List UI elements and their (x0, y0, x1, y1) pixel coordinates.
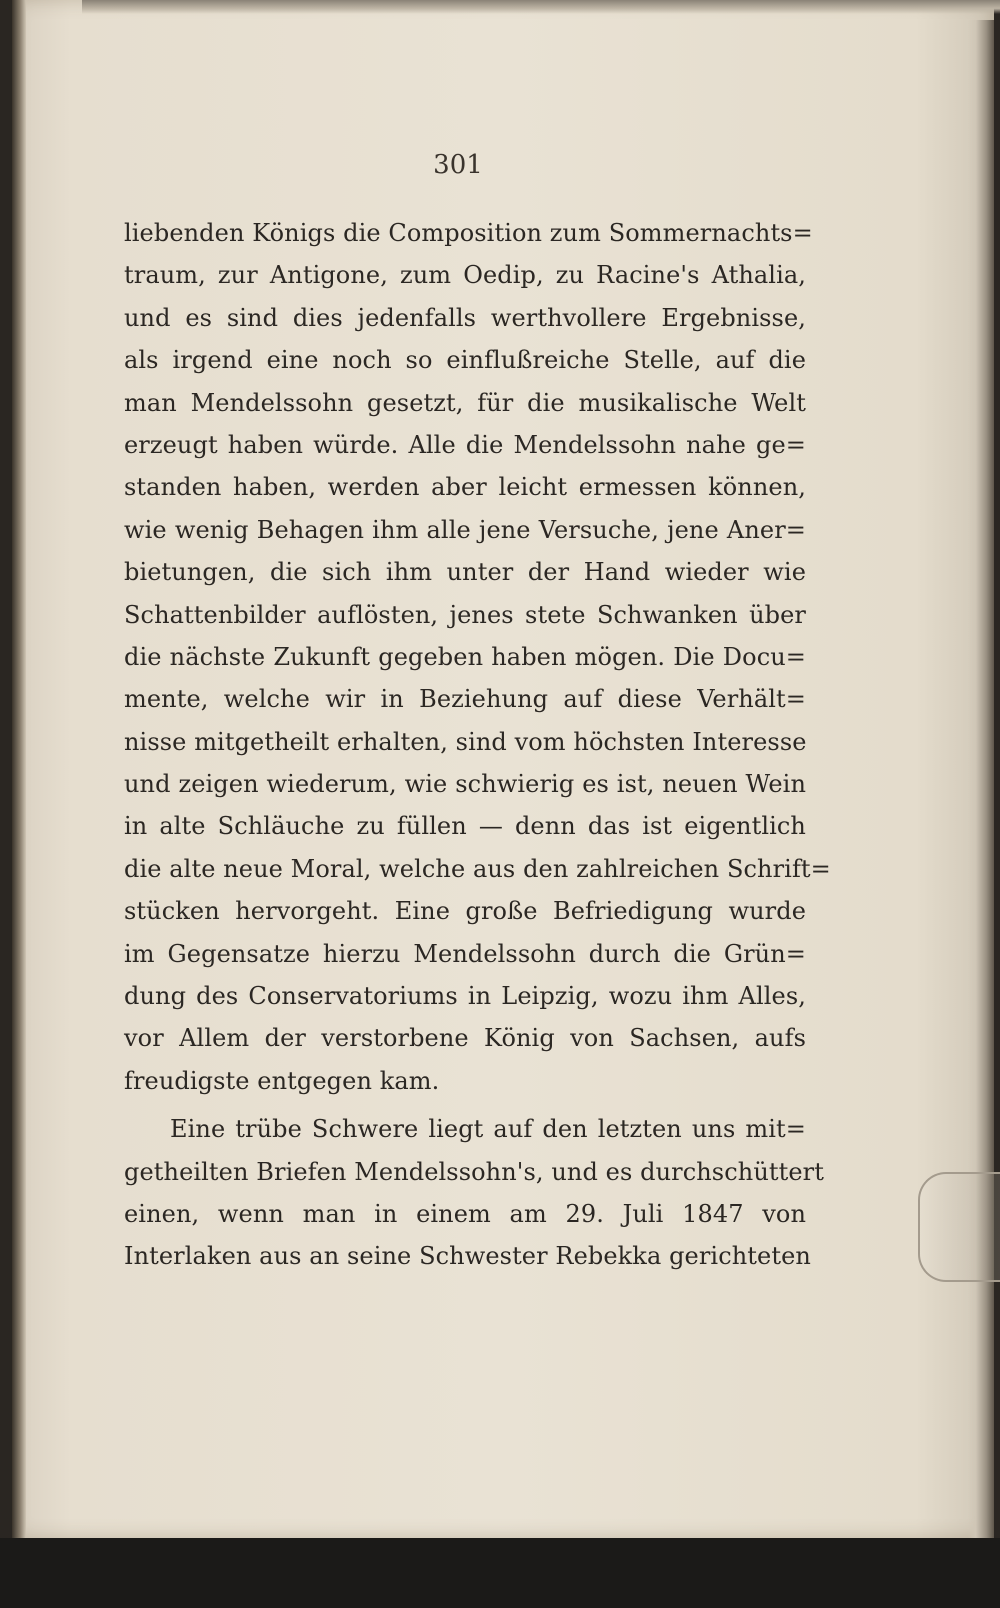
text-line: im Gegensatze hierzu Mendelssohn durch die Grün= (124, 939, 806, 968)
text-line: nisse mitgetheilt erhalten, sind vom höchsten Interesse (124, 727, 807, 756)
paragraph-1 (124, 212, 831, 1102)
text-line: und es sind dies jedenfalls werthvollere Ergebnisse, (124, 303, 806, 332)
text-line: dung des Conservatoriums in Leipzig, wozu ihm Alles, (124, 982, 806, 1011)
text-line: erzeugt haben würde. Alle die Mendelssohn nahe ge= (124, 430, 806, 459)
text-line: standen haben, werden aber leicht ermessen können, (124, 473, 806, 502)
page-right-edge (968, 20, 994, 1540)
text-line: liebenden Königs die Composition zum Sommernachts= (124, 219, 813, 247)
text-line: und zeigen wiederum, wie schwierig es ist, neuen Wein (124, 770, 806, 799)
text-line: die nächste Zukunft gegeben haben mögen. Die Docu= (124, 642, 806, 671)
page-left-edge (12, 0, 26, 1538)
paper-clip-tab (918, 1172, 1000, 1282)
text-line: stücken hervorgeht. Eine große Befriedigung wurde (124, 897, 806, 926)
text-line: Interlaken aus an seine Schwester Rebekka gerichteten (124, 1242, 811, 1271)
text-line: vor Allem der verstorbene König von Sachsen, aufs (124, 1024, 806, 1053)
text-line: man Mendelssohn gesetzt, für die musikalische Welt (124, 388, 806, 417)
text-line: Eine trübe Schwere liegt auf den letzten uns mit= (170, 1115, 806, 1144)
scan-background-band (0, 1538, 1000, 1608)
paper-page (12, 0, 994, 1538)
paragraph-2 (124, 1108, 824, 1278)
text-line: mente, welche wir in Beziehung auf diese Verhält= (124, 685, 806, 714)
body-text (124, 212, 831, 1278)
text-line: wie wenig Behagen ihm alle jene Versuche, jene Aner= (124, 515, 806, 544)
text-line: in alte Schläuche zu füllen — denn das ist eigentlich (124, 812, 806, 841)
text-line: bietungen, die sich ihm unter der Hand wieder wie (124, 558, 806, 587)
page-number: 301 (433, 150, 483, 180)
text-line: traum, zur Antigone, zum Oedip, zu Racine's Athalia, (124, 261, 806, 290)
text-line: getheilten Briefen Mendelssohn's, und es durchschüttert (124, 1157, 824, 1186)
page-top-edge (82, 0, 1000, 14)
text-line: Schattenbilder auflösten, jenes stete Schwanken über (124, 600, 806, 629)
text-line: einen, wenn man in einem am 29. Juli 1847 von (124, 1199, 806, 1228)
text-line: freudigste entgegen kam. (124, 1066, 440, 1095)
text-line: die alte neue Moral, welche aus den zahlreichen Schrift= (124, 854, 831, 883)
text-line: als irgend eine noch so einflußreiche Stelle, auf die (124, 346, 806, 375)
